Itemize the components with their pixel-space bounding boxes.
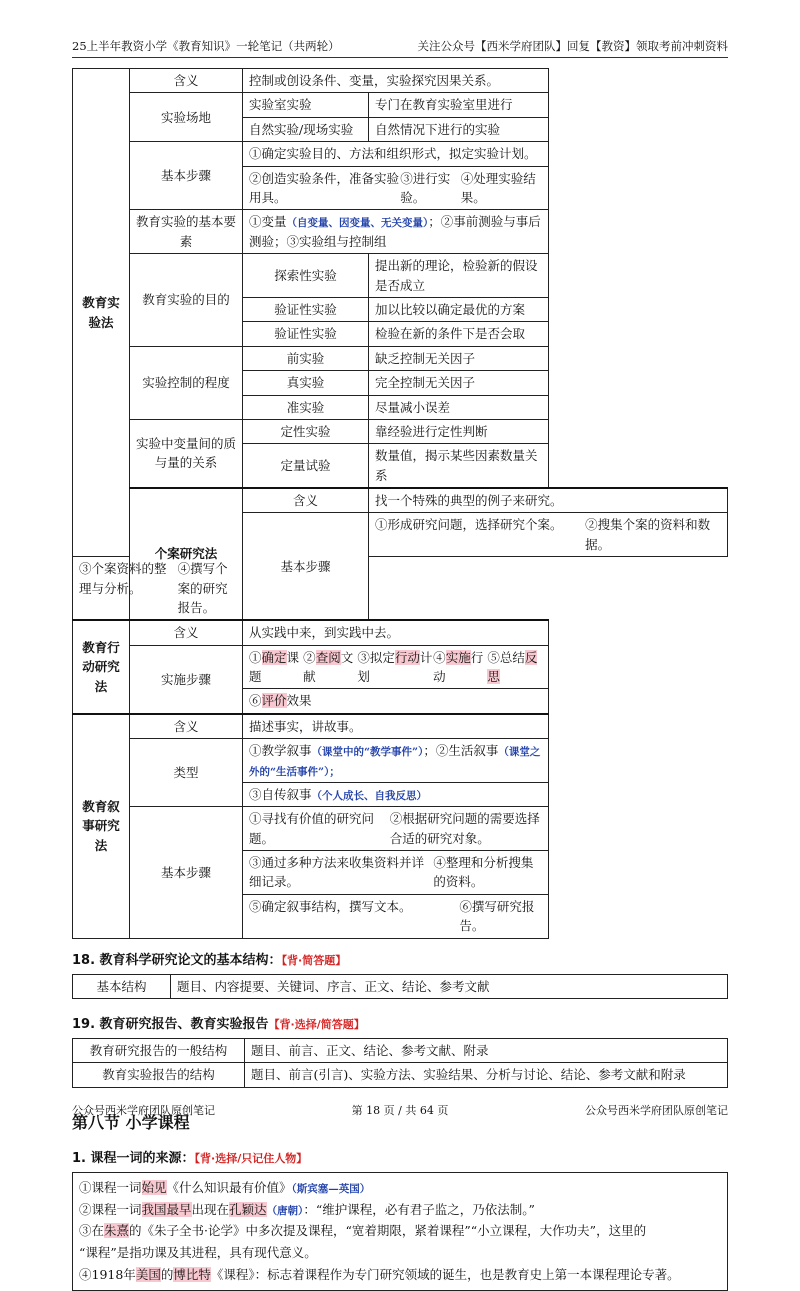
exp-elements-note: （自变量、因变量、无关变量） — [286, 217, 429, 230]
exp-purpose-value: 检验在新的条件下是否会取 — [369, 322, 549, 346]
action-step-3: ③拟定行动计划 — [357, 649, 433, 684]
case-method-label: 个案研究法 — [130, 488, 243, 620]
action-steps-row — [243, 645, 549, 689]
narrative-step: ⑤确定叙事结构，撰写文本。 — [249, 898, 412, 914]
action-step-2: ②查阅文献 — [303, 649, 354, 684]
exp-control-value: 缺乏控制无关因子 — [369, 346, 549, 370]
exp-relation-key: 定量试验 — [243, 444, 369, 488]
section-19-heading: 19. 教育研究报告、教育实验报告【背·选择/简答题】 — [72, 1016, 365, 1032]
exp-purpose-label: 教育实验的目的 — [130, 254, 243, 347]
exp-control-key: 真实验 — [243, 371, 369, 395]
origin-line-3b: “课程”是指功课及其进程，具有现代意义。 — [79, 1245, 317, 1261]
exp-step: ③进行实验。 — [400, 170, 451, 205]
case-meaning: 找一个特殊的典型的例子来研究。 — [369, 488, 728, 513]
exp-control-value: 完全控制无关因子 — [369, 371, 549, 395]
exp-purpose-key: 验证性实验 — [243, 298, 369, 322]
research-methods-table — [72, 68, 728, 939]
page-header — [72, 36, 728, 58]
exp-site-key: 自然实验/现场实验 — [243, 117, 369, 141]
report-value: 题目、前言、正文、结论、参考文献、附录 — [245, 1038, 728, 1062]
report-key: 教育研究报告的一般结构 — [73, 1038, 245, 1062]
header-right: 关注公众号【西米学府团队】回复【教资】领取考前冲刺资料 — [417, 39, 728, 53]
footer-right: 公众号西米学府团队原创笔记 — [585, 1104, 728, 1117]
narrative-type-row: ③自传叙事（个人成长、自我反思） — [243, 782, 549, 806]
case-steps-row — [369, 513, 728, 557]
report-structure-table — [72, 1038, 728, 1088]
exp-site-value: 专门在教育实验室里进行 — [369, 93, 549, 117]
case-steps-row — [73, 557, 243, 621]
report-value: 题目、前言(引言)、实验方法、实验结果、分析与讨论、结论、参考文献和附录 — [245, 1063, 728, 1087]
exp-relation-value: 靠经验进行定性判断 — [369, 419, 549, 443]
exp-elements — [243, 210, 549, 254]
exp-control-key: 前实验 — [243, 346, 369, 370]
paper-structure-value: 题目、内容提要、关键词、序言、正文、结论、参考文献 — [171, 974, 728, 998]
exp-elements-b: ；②事前测验与事后测验；③实验组与控制组 — [249, 214, 541, 249]
exp-site-label: 实验场地 — [130, 93, 243, 142]
curriculum-origin-box — [72, 1172, 728, 1291]
narrative-step: ③通过多种方法来收集资料并详细记录。 — [249, 855, 425, 890]
action-step-5: ⑤总结反思 — [487, 649, 538, 684]
case-step: ③个案资料的整理与分析。 — [79, 561, 167, 596]
exp-purpose-key: 验证性实验 — [243, 322, 369, 346]
exp-step: ①确定实验目的、方法和组织形式，拟定实验计划。 — [243, 142, 549, 166]
case-step: ①形成研究问题，选择研究个案。 — [375, 517, 563, 533]
narrative-method-label: 教育叙事研究法 — [73, 714, 130, 938]
section-1-heading: 1. 课程一词的来源：【背·选择/只记住人物】 — [72, 1150, 308, 1166]
exp-site-key: 实验室实验 — [243, 93, 369, 117]
origin-line-2: ②课程一词我国最早出现在孔颖达（唐朝）：“维护课程，必有君子监之，乃依法制。” — [79, 1201, 535, 1217]
page-footer — [72, 1102, 728, 1118]
narrative-step: ②根据研究问题的需要选择合适的研究对象。 — [389, 811, 540, 846]
exp-control-key: 准实验 — [243, 395, 369, 419]
action-method-label: 教育行动研究法 — [73, 620, 130, 714]
section-18-heading: 18. 教育科学研究论文的基本结构：【背·简答题】 — [72, 952, 347, 968]
narrative-step: ④整理和分析搜集的资料。 — [433, 855, 534, 890]
action-meaning-label: 含义 — [130, 620, 243, 645]
exp-steps-label: 基本步骤 — [130, 142, 243, 210]
exp-relation-label: 实验中变量间的质与量的关系 — [130, 419, 243, 488]
exp-purpose-value: 加以比较以确定最优的方案 — [369, 298, 549, 322]
chapter-title: 第八节 小学课程 — [72, 1112, 190, 1132]
action-step-1: ①确定课题 — [249, 649, 300, 684]
exp-step: ④处理实验结果。 — [460, 170, 536, 205]
footer-left: 公众号西米学府团队原创笔记 — [72, 1104, 215, 1117]
paper-structure-key: 基本结构 — [73, 974, 171, 998]
origin-line-4: ④1918年美国的博比特《课程》：标志着课程作为专门研究领域的诞生，也是教育史上第一本课程理论专著。 — [79, 1267, 680, 1283]
exp-relation-value: 数量值，揭示某些因素数量关系 — [369, 444, 549, 488]
paper-structure-table — [72, 974, 728, 999]
page-number: 第 18 页 / 共 64 页 — [351, 1104, 449, 1117]
narrative-steps-row — [243, 894, 549, 938]
action-step-6: ⑥评价效果 — [243, 689, 549, 714]
action-meaning: 从实践中来，到实践中去。 — [243, 620, 549, 645]
narrative-step: ⑥撰写研究报告。 — [459, 898, 535, 934]
origin-line-1: ①课程一词始见《什么知识最有价值》（斯宾塞—英国） — [79, 1179, 371, 1195]
case-meaning-label: 含义 — [243, 488, 369, 513]
exp-steps-row — [243, 166, 549, 210]
narrative-steps-label: 基本步骤 — [130, 807, 243, 938]
narrative-step: ①寻找有价值的研究问题。 — [249, 811, 375, 846]
case-steps-label: 基本步骤 — [243, 513, 369, 620]
narrative-type-row: ①教学叙事（课堂中的“教学事件”）；②生活叙事（课堂之外的“生活事件”）； — [243, 739, 549, 783]
exp-purpose-value: 提出新的理论，检验新的假设是否成立 — [369, 254, 549, 298]
exp-method-label: 教育实验法 — [73, 69, 130, 557]
case-step: ②搜集个案的资料和数据。 — [585, 517, 711, 552]
origin-line-3: ③在朱熹的《朱子全书·论学》中多次提及课程，“宽着期限，紧着课程”“小立课程，大作功夫”，这里的 — [79, 1223, 647, 1239]
exp-control-value: 尽量减小误差 — [369, 395, 549, 419]
header-left: 25上半年教资小学《教育知识》一轮笔记（共两轮） — [72, 39, 340, 53]
narrative-meaning-label: 含义 — [130, 714, 243, 739]
exp-meaning-label: 含义 — [130, 69, 243, 93]
action-step-4: ④实施行动 — [433, 649, 484, 684]
exp-site-value: 自然情况下进行的实验 — [369, 117, 549, 141]
exp-elements-label: 教育实验的基本要素 — [130, 210, 243, 254]
narrative-type-label: 类型 — [130, 739, 243, 807]
exp-purpose-key: 探索性实验 — [243, 254, 369, 298]
case-step: ④撰写个案的研究报告。 — [177, 561, 228, 615]
narrative-meaning: 描述事实，讲故事。 — [243, 714, 549, 739]
exp-meaning: 控制或创设条件、变量，实验探究因果关系。 — [243, 69, 549, 93]
action-steps-label: 实施步骤 — [130, 645, 243, 714]
report-key: 教育实验报告的结构 — [73, 1063, 245, 1087]
exp-control-label: 实验控制的程度 — [130, 346, 243, 419]
narrative-steps-row — [243, 851, 549, 895]
narrative-steps-row — [243, 807, 549, 851]
exp-relation-key: 定性实验 — [243, 419, 369, 443]
exp-step: ②创造实验条件，准备实验用具。 — [249, 170, 400, 205]
exp-elements-a: ①变量 — [249, 214, 287, 230]
